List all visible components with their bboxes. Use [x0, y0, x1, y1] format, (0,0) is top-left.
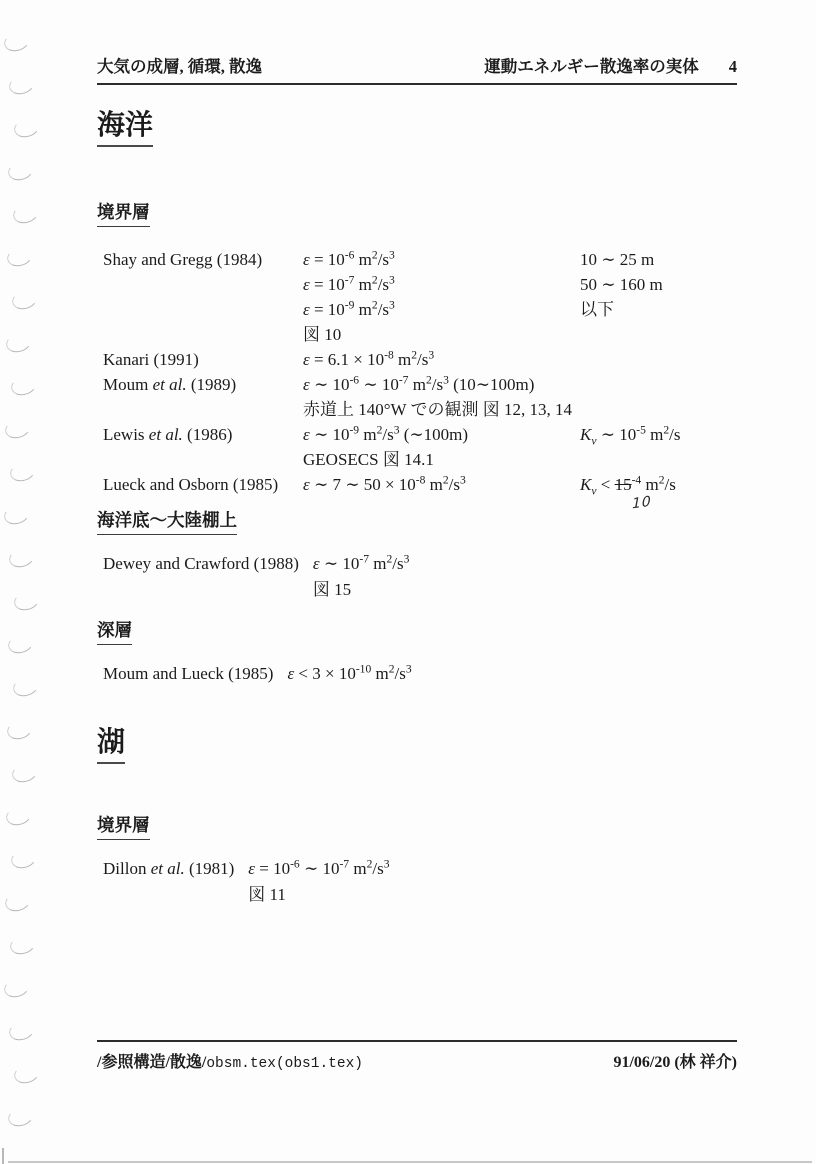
binding-hole-mark: [9, 847, 38, 871]
scan-left-edge-mark: [2, 1148, 4, 1164]
binding-hole-mark: [11, 202, 40, 226]
note-text: $K_v < 15^{-4}$ $m^2/s$: [580, 473, 676, 498]
binding-hole-mark: [12, 589, 41, 613]
author-cell: Lewis et al. (1986): [103, 425, 233, 445]
formula-cell: ε ∼ $10^{-9}$ $m^2/s^3$ (∼100m): [303, 423, 469, 445]
author-cell: [103, 322, 303, 347]
binding-hole-mark: [3, 417, 32, 441]
footer-path: [97, 1049, 363, 1072]
author-cell: [103, 297, 303, 322]
footer-date-author: 91/06/20 (林 祥介): [613, 1054, 737, 1071]
figure-ref: GEOSECS 図 14.1: [303, 450, 434, 470]
note-cell: [580, 347, 737, 372]
entry-moum-lueck: [103, 661, 737, 687]
author-cell: Dillon et al. (1981): [103, 859, 235, 879]
formula-cell: $\varepsilon = 10^{-7}$ $m^2/s^3$: [303, 273, 395, 295]
binding-hole-mark: [8, 933, 37, 957]
author-cell: Shay and Gregg (1984): [103, 250, 263, 270]
page-number: 4: [728, 57, 737, 76]
binding-hole-mark: [9, 374, 38, 398]
binding-hole-mark: [5, 245, 34, 269]
entry-dewey-crawford: [103, 551, 737, 603]
binding-hole-mark: [6, 1105, 35, 1129]
note-cell: 以下: [580, 300, 614, 320]
note-cell: 50 ∼ 160 m: [580, 275, 663, 295]
note-cell: [580, 472, 737, 513]
header-right-title: 運動エネルギー散逸率の実体: [484, 57, 699, 76]
section-title-lake: 湖: [97, 727, 125, 764]
page-content: [97, 0, 737, 908]
binding-hole-mark: [3, 890, 32, 914]
header-left-title: 大気の成層, 循環, 散逸: [97, 57, 262, 76]
note-cell: [580, 397, 737, 422]
subsection-title-lake-boundary-layer: 境界層: [97, 812, 150, 840]
note-cell: 10 ∼ 25 m: [580, 250, 655, 270]
footer-path-prefix: /参照構造/散逸/: [97, 1054, 207, 1071]
author-cell: [103, 447, 303, 472]
scan-bottom-edge: [8, 1161, 812, 1163]
subsection-title-deep-layer: 深層: [97, 617, 132, 645]
binding-hole-mark: [7, 73, 36, 97]
page-footer: [97, 1040, 737, 1072]
binding-hole-mark: [2, 976, 31, 1000]
subsection-lake-boundary: [97, 812, 737, 840]
note-cell: [580, 447, 737, 472]
subsection-title-seafloor: 海洋底〜大陸棚上: [97, 507, 237, 535]
note-cell: $K_v$ ∼ $10^{-5}$ $m^2/s$: [580, 423, 681, 448]
formula-cell: $\varepsilon = 10^{-9}$ $m^2/s^3$: [303, 298, 395, 320]
figure-ref: 図 15: [312, 580, 352, 600]
binding-hole-mark: [12, 116, 41, 140]
formula-cell: ε ∼ $10^{-6}$ ∼ $10^{-7}$ $m^2/s^3$ (10∼100m): [303, 373, 535, 395]
binding-hole-mark: [7, 1019, 36, 1043]
subsection-title-boundary-layer: 境界層: [97, 199, 150, 227]
author-cell-empty: [103, 577, 299, 603]
binding-hole-mark: [2, 503, 31, 527]
binding-hole-mark: [12, 1062, 41, 1086]
figure-ref: 図 10: [303, 325, 342, 345]
binding-hole-mark: [7, 546, 36, 570]
page-header: [97, 0, 737, 85]
binding-marks: [0, 0, 60, 1164]
binding-hole-mark: [4, 804, 33, 828]
figure-ref: 図 11: [248, 885, 286, 905]
author-cell-empty: [103, 882, 234, 908]
author-cell: [103, 397, 303, 422]
observation-table: [103, 247, 737, 513]
note-cell: [580, 322, 737, 347]
author-cell: Lueck and Osborn (1985): [103, 475, 279, 495]
formula-cell: $\varepsilon = 10^{-6}$ $m^2/s^3$: [303, 248, 395, 270]
binding-hole-mark: [11, 675, 40, 699]
binding-hole-mark: [10, 761, 39, 785]
author-cell: Moum and Lueck (1985): [103, 664, 274, 684]
subsection-ocean-deep: [97, 617, 737, 645]
entry-dillon: [103, 856, 737, 908]
formula-cell: $\varepsilon < 3 \times 10^{-10}$ $m^2/s^3$: [287, 662, 412, 684]
binding-hole-mark: [8, 460, 37, 484]
binding-hole-mark: [4, 331, 33, 355]
note-cell: [580, 372, 737, 397]
formula-cell: $\varepsilon = 10^{-6}$ ∼ $10^{-7}$ $m^2/s^3$: [248, 857, 390, 879]
binding-hole-mark: [6, 159, 35, 183]
formula-cell: 赤道上 140°W での観測 図 12, 13, 14: [303, 400, 573, 420]
formula-cell: $\varepsilon = 6.1 \times 10^{-8}$ $m^2/s^3$: [303, 348, 435, 370]
section-lake: [97, 727, 737, 764]
section-ocean: [97, 110, 737, 147]
footer-path-file: obsm.tex(obs1.tex): [206, 1056, 363, 1072]
author-cell: Kanari (1991): [103, 350, 199, 370]
formula-cell: ε ∼ $10^{-7}$ $m^2/s^3$: [312, 552, 410, 574]
author-cell: [103, 272, 303, 297]
handwritten-correction: 10: [632, 493, 652, 513]
subsection-ocean-boundary: [97, 199, 737, 227]
author-cell: Dewey and Crawford (1988): [103, 554, 299, 574]
binding-hole-mark: [2, 30, 31, 54]
binding-hole-mark: [10, 288, 39, 312]
formula-cell: ε ∼ 7 ∼ $50 \times 10^{-8}$ $m^2/s^3$: [303, 473, 466, 495]
header-right: [484, 53, 737, 77]
author-cell: Moum et al. (1989): [103, 375, 237, 395]
section-title-ocean: 海洋: [97, 110, 153, 147]
binding-hole-mark: [5, 718, 34, 742]
binding-hole-mark: [6, 632, 35, 656]
